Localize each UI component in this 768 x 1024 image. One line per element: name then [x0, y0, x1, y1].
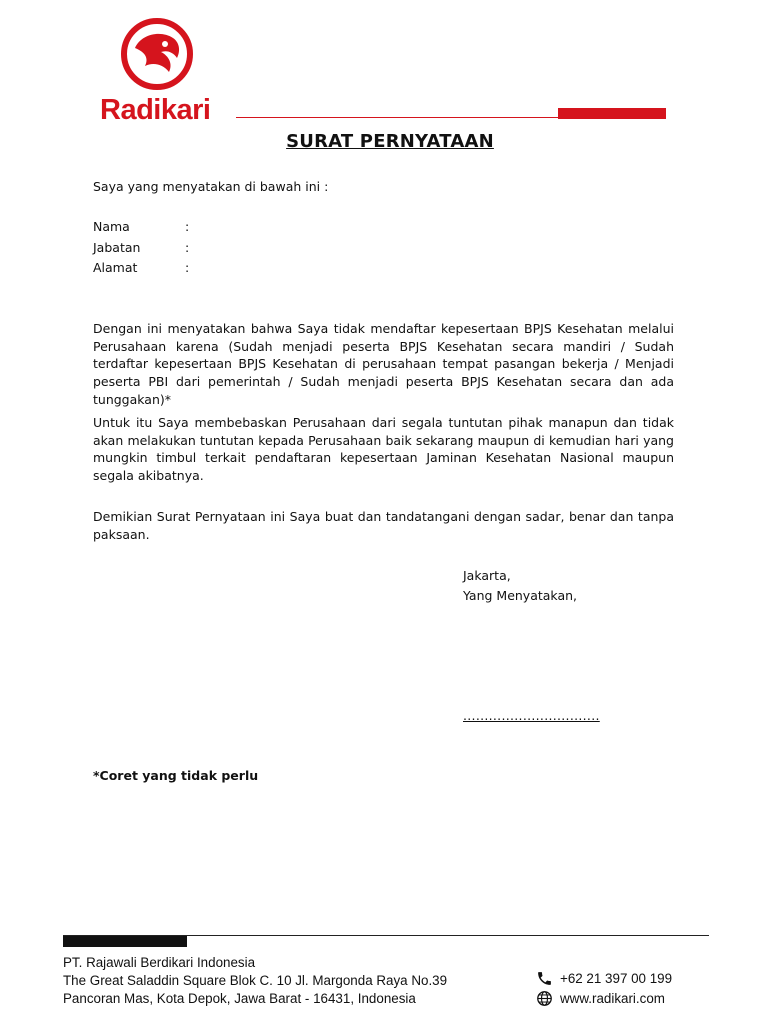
footer-phone-number[interactable]: +62 21 397 00 199 — [560, 971, 673, 986]
field-label-jabatan: Jabatan — [93, 240, 141, 255]
closing-paragraph: Demikian Surat Pernyataan ini Saya buat dan tandatangani dengan sadar, benar dan tanpa paksaan. — [93, 509, 674, 542]
header-divider — [236, 117, 558, 118]
document-title: SURAT PERNYATAAN — [286, 131, 494, 152]
field-colon: : — [185, 260, 190, 275]
signature-place: Jakarta, — [463, 568, 511, 583]
company-logo — [96, 18, 220, 124]
footer-accent-bar — [63, 936, 187, 947]
release-paragraph: Untuk itu Saya membebaskan Perusahaan dari segala tuntutan pihak manapun dan tidak akan melakukan tuntutan kepada Perusahaan baik sekarang maupun di kemudian hari yang mungkin timbul terkait pendaftaran kepesertaan Jaminan Kesehatan Nasional maupun segala akibatnya. — [93, 415, 674, 484]
brand-wordmark: Radikari — [100, 94, 211, 126]
footer-address-line-1: The Great Saladdin Square Blok C. 10 Jl. Margonda Raya No.39 — [63, 973, 448, 988]
footer-website-link[interactable]: www.radikari.com — [560, 991, 665, 1006]
footer-company-name: PT. Rajawali Berdikari Indonesia — [63, 955, 256, 970]
phone-icon — [536, 970, 553, 987]
globe-icon — [536, 990, 553, 1007]
header-accent-bar — [558, 108, 666, 119]
footnote: *Coret yang tidak perlu — [93, 768, 259, 783]
eagle-head-icon — [121, 18, 193, 90]
signature-role: Yang Menyatakan, — [463, 588, 577, 603]
field-colon: : — [185, 219, 190, 234]
field-label-nama: Nama — [93, 219, 130, 234]
footer-address-line-2: Pancoran Mas, Kota Depok, Jawa Barat - 16431, Indonesia — [63, 991, 416, 1006]
signature-line: ................................ — [463, 708, 600, 723]
statement-paragraph: Dengan ini menyatakan bahwa Saya tidak mendaftar kepesertaan BPJS Kesehatan melalui Perusahaan karena (Sudah menjadi peserta BPJS Kesehatan secara mandiri / Sudah terdaftar kepesertaan BPJS Kesehatan di perusahaan tempat pasangan bekerja / Menjadi peserta PBI dari pemerintah / Sudah menjadi peserta BPJS Kesehatan secara dan ada tunggakan)* — [93, 321, 674, 407]
field-label-alamat: Alamat — [93, 260, 138, 275]
field-colon: : — [185, 240, 190, 255]
intro-text: Saya yang menyatakan di bawah ini : — [93, 179, 329, 194]
